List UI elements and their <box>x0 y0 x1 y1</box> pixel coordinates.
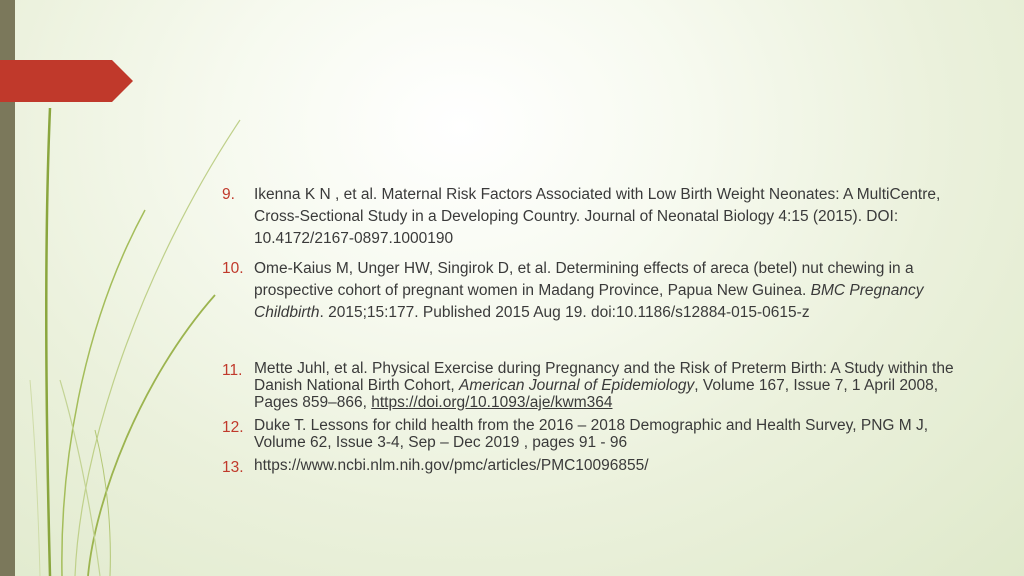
reference-number: 10. <box>222 260 244 277</box>
reference-item <box>222 258 967 324</box>
reference-text <box>254 360 967 411</box>
reference-number: 13. <box>222 459 244 476</box>
reference-item <box>222 360 967 411</box>
reference-number: 11. <box>222 362 243 379</box>
reference-doi-link[interactable]: https://doi.org/10.1093/aje/kwm364 <box>371 394 613 411</box>
reference-text: Duke T. Lessons for child health from the 2016 – 2018 Demographic and Health Survey, PNG M J, Volume 62, Issue 3-4, Sep – Dec 2019 , pages 91 - 96 <box>254 417 929 451</box>
reference-text-segment: Mette Juhl, et al. Physical Exercise during Pregnancy and the Risk of Preterm Birth: A Study within the Danish National Birth Cohort, <box>254 360 954 394</box>
reference-journal: American Journal of Epidemiology <box>459 377 695 394</box>
references-list <box>222 184 967 479</box>
reference-text: Ikenna K N , et al. Maternal Risk Factors Associated with Low Birth Weight Neonates: A MultiCentre, Cross-Sectional Study in a Developing Country. Journal of Neonatal Biology 4:15 (2015). DOI: 10.4172/2167-0897.1000190 <box>254 186 941 247</box>
reference-text-segment: , Volume 167, Issue 7, 1 April 2008, Pages 859–866, <box>254 377 939 411</box>
reference-journal: BMC Pregnancy Childbirth <box>254 282 924 321</box>
reference-number: 9. <box>222 186 235 203</box>
reference-item <box>222 417 967 451</box>
reference-text <box>254 258 967 324</box>
reference-text-segment: Ome-Kaius M, Unger HW, Singirok D, et al. Determining effects of areca (betel) nut chewing in a prospective cohort of pregnant women in Madang Province, Papua New Guinea. <box>254 260 914 299</box>
reference-number: 12. <box>222 419 244 436</box>
reference-text-segment: . 2015;15:177. Published 2015 Aug 19. doi:10.1186/s12884-015-0615-z <box>319 304 810 321</box>
reference-item <box>222 457 967 479</box>
reference-url[interactable]: https://www.ncbi.nlm.nih.gov/pmc/articles/PMC10096855/ <box>254 457 649 474</box>
reference-item <box>222 184 967 250</box>
